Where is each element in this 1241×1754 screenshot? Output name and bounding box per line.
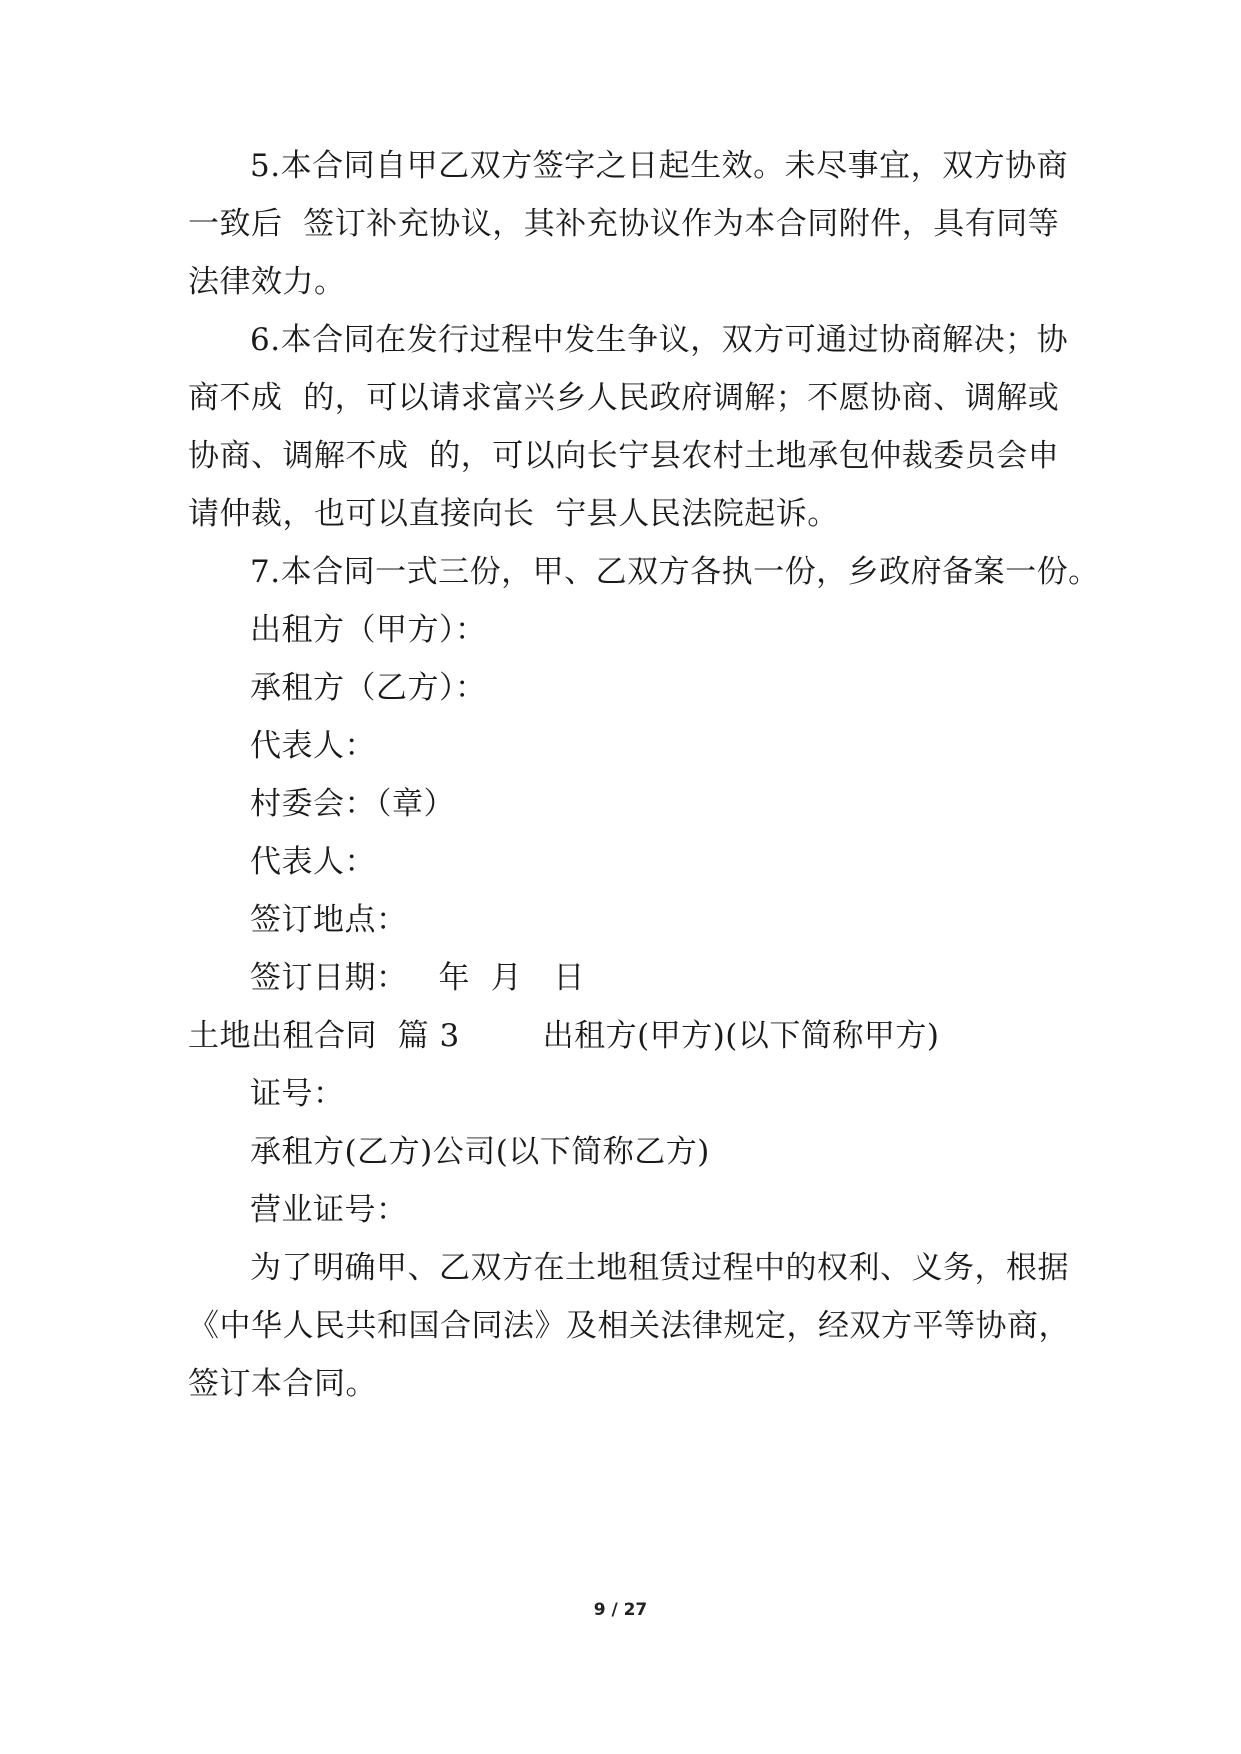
clause-6-line-1: 6.本合同在发行过程中发生争议，双方可通过协商解决；协	[250, 322, 1069, 358]
village-committee-seal-label: 村委会：（章）	[250, 786, 455, 822]
lessee-company-label: 承租方(乙方)公司(以下简称乙方)	[250, 1134, 710, 1170]
contract-3-heading: 土地出租合同 篇 3 出租方(甲方)(以下简称甲方)	[188, 1018, 940, 1054]
clause-6-line-2: 商不成 的，可以请求富兴乡人民政府调解；不愿协商、调解或	[188, 380, 1060, 416]
preamble-line-3: 签订本合同。	[188, 1366, 377, 1402]
certificate-number-label: 证号：	[250, 1076, 345, 1112]
page-number: 9 / 27	[593, 1600, 648, 1620]
clause-6-line-3: 协商、调解不成 的，可以向长宁县农村土地承包仲裁委员会申	[188, 438, 1060, 474]
signing-date-label: 签订日期： 年 月 日	[250, 960, 585, 996]
clause-5-line-1: 5.本合同自甲乙双方签字之日起生效。未尽事宜，双方协商	[250, 148, 1069, 184]
business-license-label: 营业证号：	[250, 1192, 408, 1228]
preamble-line-1: 为了明确甲、乙双方在土地租赁过程中的权利、义务，根据	[250, 1250, 1069, 1286]
preamble-line-2: 《中华人民共和国合同法》及相关法律规定，经双方平等协商，	[188, 1308, 1070, 1344]
lessee-label: 承租方（乙方）：	[250, 670, 487, 706]
clause-5-line-3: 法律效力。	[188, 264, 346, 300]
representative-label-2: 代表人：	[250, 844, 376, 880]
clause-7-line: 7.本合同一式三份，甲、乙双方各执一份，乡政府备案一份。	[250, 554, 1100, 590]
clause-5-line-2: 一致后 签订补充协议，其补充协议作为本合同附件，具有同等	[188, 206, 1060, 242]
representative-label: 代表人：	[250, 728, 376, 764]
lessor-label: 出租方（甲方）：	[250, 612, 487, 648]
clause-6-line-4: 请仲裁，也可以直接向长 宁县人民法院起诉。	[188, 496, 839, 532]
signing-place-label: 签订地点：	[250, 902, 408, 938]
